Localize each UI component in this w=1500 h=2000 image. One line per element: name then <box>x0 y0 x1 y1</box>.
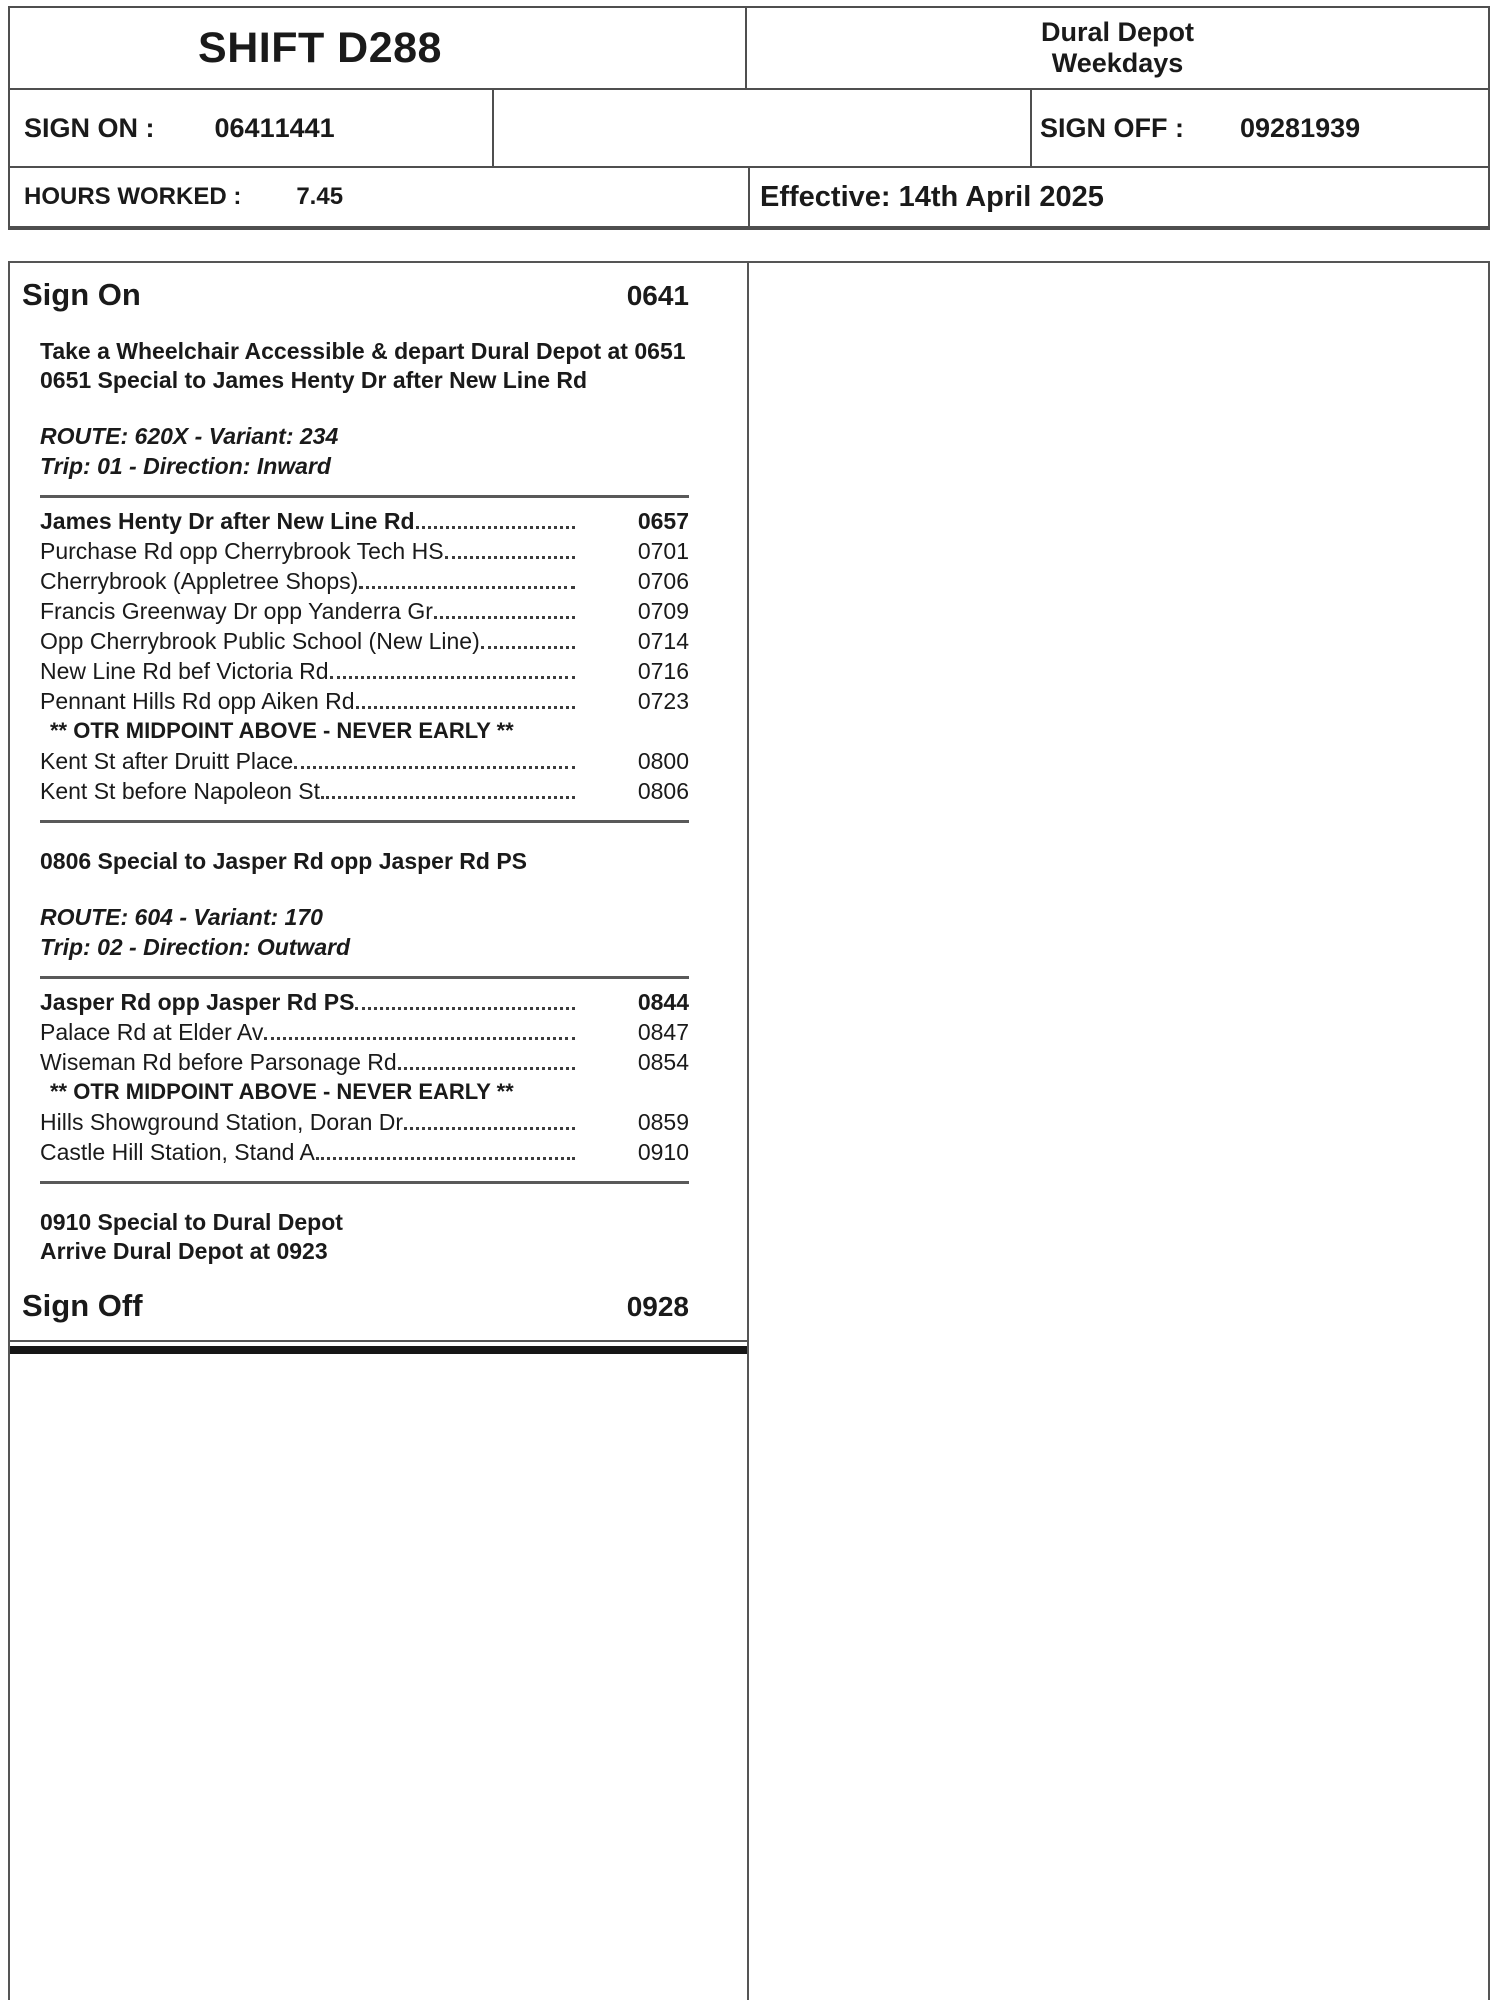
section-rule <box>40 976 689 979</box>
dotted-leader <box>481 646 575 649</box>
stop-row <box>40 1137 689 1167</box>
note-line: Take a Wheelchair Accessible & depart Dural Depot at 0651 <box>40 338 686 364</box>
stop-time: 0657 <box>637 508 689 534</box>
route-line: ROUTE: 604 - Variant: 170 <box>40 904 323 930</box>
stop-row <box>40 566 689 596</box>
hours-worked-cell <box>10 168 750 226</box>
stop-row <box>40 987 689 1017</box>
stop-time: 0723 <box>637 688 689 714</box>
shift-title-cell <box>10 8 747 88</box>
stop-name: Jasper Rd opp Jasper Rd PS <box>40 989 355 1015</box>
dotted-leader <box>316 1157 575 1160</box>
note-line: 0910 Special to Dural Depot <box>40 1209 343 1235</box>
route-line: Trip: 01 - Direction: Inward <box>40 453 331 479</box>
depot-cell <box>747 8 1488 88</box>
stop-time: 0800 <box>637 748 689 774</box>
stop-name: Castle Hill Station, Stand A <box>40 1139 315 1165</box>
duty-content <box>10 263 747 1342</box>
dotted-leader <box>445 556 575 559</box>
sign-on-time-1: 0641 <box>214 112 275 143</box>
stop-name: Kent St after Druitt Place <box>40 748 294 774</box>
stop-row <box>40 536 689 566</box>
stop-name: Purchase Rd opp Cherrybrook Tech HS <box>40 538 444 564</box>
duty-panel-empty-area <box>10 1354 747 2000</box>
stop-list <box>40 987 689 1167</box>
stop-row <box>40 1017 689 1047</box>
route-line: ROUTE: 620X - Variant: 234 <box>40 423 339 449</box>
dotted-leader <box>359 586 575 589</box>
dotted-leader <box>398 1067 575 1070</box>
stop-name: Cherrybrook (Appletree Shops) <box>40 568 359 594</box>
stop-time: 0910 <box>637 1139 689 1165</box>
stop-time: 0706 <box>637 568 689 594</box>
dotted-leader <box>434 616 575 619</box>
stop-row <box>40 1047 689 1077</box>
route-info <box>40 421 689 481</box>
stop-name: Kent St before Napoleon St <box>40 778 321 804</box>
route-line: Trip: 02 - Direction: Outward <box>40 934 351 960</box>
note-line: Arrive Dural Depot at 0923 <box>40 1238 328 1264</box>
stop-row <box>40 626 689 656</box>
stop-row <box>40 506 689 536</box>
duty-body <box>8 261 1490 2000</box>
sign-off-time-1: 0928 <box>1240 112 1301 143</box>
otr-midpoint-note: ** OTR MIDPOINT ABOVE - NEVER EARLY ** <box>50 1079 514 1104</box>
section-rule <box>40 820 689 823</box>
stop-name: Palace Rd at Elder Av <box>40 1019 264 1045</box>
duty-panel-first-half <box>8 261 749 2000</box>
dotted-leader <box>355 1007 575 1010</box>
sign-on-time-2: 1441 <box>274 112 335 143</box>
duty-panel-second-half-empty <box>749 261 1490 2000</box>
header-table <box>8 6 1490 230</box>
duty-part-separator-bar <box>10 1346 747 1354</box>
stop-row <box>40 776 689 806</box>
section-rule <box>40 1181 689 1184</box>
sign-off-cell <box>1032 90 1488 166</box>
dotted-leader <box>330 676 576 679</box>
sign-on-row <box>22 277 689 313</box>
stop-name: Francis Greenway Dr opp Yanderra Gr <box>40 598 433 624</box>
stop-row <box>40 686 689 716</box>
effective-date: Effective: 14th April 2025 <box>760 180 1104 213</box>
stop-name: Pennant Hills Rd opp Aiken Rd <box>40 688 355 714</box>
stop-name: Opp Cherrybrook Public School (New Line) <box>40 628 480 654</box>
header-row-hours <box>10 168 1488 226</box>
stop-name: James Henty Dr after New Line Rd <box>40 508 415 534</box>
stop-name: Hills Showground Station, Doran Dr <box>40 1109 404 1135</box>
instruction-note <box>40 337 689 395</box>
header-row-title <box>10 8 1488 90</box>
stop-time: 0854 <box>637 1049 689 1075</box>
route-info <box>40 902 689 962</box>
stop-time: 0716 <box>637 658 689 684</box>
empty-middle-cell <box>494 90 1032 166</box>
stop-time: 0847 <box>637 1019 689 1045</box>
duty-blocks <box>22 337 689 1266</box>
hours-worked-value: 7.45 <box>296 183 344 210</box>
effective-date-cell <box>750 168 1488 226</box>
stop-list <box>40 506 689 806</box>
dotted-leader <box>294 766 575 769</box>
section-rule <box>40 495 689 498</box>
dotted-leader <box>416 526 575 529</box>
stop-name: Wiseman Rd before Parsonage Rd <box>40 1049 397 1075</box>
stop-time: 0806 <box>637 778 689 804</box>
sign-off-label: SIGN OFF : <box>1040 112 1184 143</box>
instruction-note <box>40 1208 689 1266</box>
stop-row <box>40 596 689 626</box>
stop-time: 0701 <box>637 538 689 564</box>
stop-time: 0714 <box>637 628 689 654</box>
sign-on-heading-time: 0641 <box>626 280 689 311</box>
day-type: Weekdays <box>1051 48 1184 78</box>
depot-name: Dural Depot <box>1040 17 1194 47</box>
dotted-leader <box>404 1127 575 1130</box>
stop-time: 0844 <box>637 989 689 1015</box>
stop-time: 0709 <box>637 598 689 624</box>
sign-on-label: SIGN ON : <box>24 112 155 143</box>
hours-worked-label: HOURS WORKED : <box>24 183 242 210</box>
note-line: 0651 Special to James Henty Dr after New Line Rd <box>40 367 588 393</box>
note-line: 0806 Special to Jasper Rd opp Jasper Rd PS <box>40 848 528 874</box>
sign-off-row <box>22 1288 689 1324</box>
dotted-leader <box>321 796 575 799</box>
dotted-leader <box>356 706 575 709</box>
header-row-sign-times <box>10 90 1488 168</box>
instruction-note <box>40 847 689 876</box>
shift-title: SHIFT D288 <box>198 23 442 72</box>
sign-off-time-2: 1939 <box>1300 112 1361 143</box>
stop-row <box>40 746 689 776</box>
sign-off-heading-time: 0928 <box>626 1291 689 1322</box>
sign-on-cell <box>10 90 494 166</box>
stop-row <box>40 1107 689 1137</box>
dotted-leader <box>264 1037 575 1040</box>
stop-row <box>40 656 689 686</box>
sign-off-heading: Sign Off <box>22 1288 143 1323</box>
stop-name: New Line Rd bef Victoria Rd <box>40 658 329 684</box>
otr-midpoint-note: ** OTR MIDPOINT ABOVE - NEVER EARLY ** <box>50 718 514 743</box>
sign-on-heading: Sign On <box>22 277 141 312</box>
stop-time: 0859 <box>637 1109 689 1135</box>
